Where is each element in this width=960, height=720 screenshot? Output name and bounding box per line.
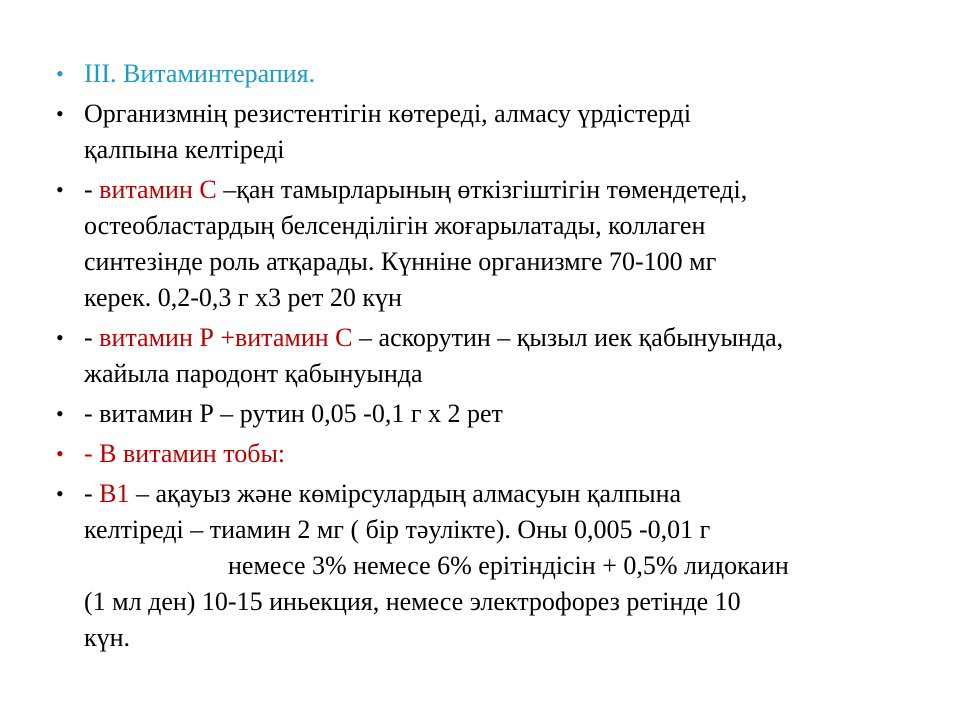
line-text: – ақауыз және көмірсулардың алмасуын қалпына	[136, 479, 682, 508]
line-text: Организмнің резистентігін көтереді, алмасу үрдістерді	[84, 99, 692, 128]
bullet-list	[56, 56, 916, 660]
line-text: келтіреді – тиамин 2 мг ( бір тәулікте). Оны 0,005 -0,01 г	[84, 515, 711, 544]
line-text: - витамин Р – рутин 0,05 -0,1 г х 2 рет	[84, 399, 503, 428]
line-text: остеобластардың белсенділігін жоғарылатады, коллаген	[84, 211, 706, 240]
line-text: қалпына келтіреді	[84, 135, 285, 164]
b-group-heading: - В витамин тобы:	[84, 439, 286, 468]
bullet-rutin	[56, 396, 916, 432]
line-text: (1 мл ден) 10-15 иньекция, немесе электрофорез ретінде 10	[84, 587, 741, 616]
vitamin-p-c-label: витамин Р +витамин С	[99, 323, 360, 352]
bullet-b1	[56, 476, 916, 656]
line-text: –қан тамырларының өткізгіштігін төмендетеді,	[223, 175, 748, 204]
line-text: – аскорутин – қызыл иек қабынуында,	[359, 323, 784, 352]
dash-text: -	[84, 479, 100, 508]
vitamin-c-label: витамин С	[99, 175, 224, 204]
dash-text: -	[84, 323, 100, 352]
dash-text: -	[84, 175, 100, 204]
bullet-vitamin-therapy-heading	[56, 56, 916, 92]
bullet-ascorutin	[56, 320, 916, 392]
bullet-b-group	[56, 436, 916, 472]
line-text: күн.	[84, 623, 131, 652]
heading-text: III. Витаминтерапия.	[84, 59, 316, 88]
b1-label: В1	[99, 479, 137, 508]
line-text: немесе 3% немесе 6% ерітіндісін + 0,5% лидокаин	[228, 551, 789, 580]
line-text: жайыла пародонт қабынуында	[84, 359, 423, 388]
line-text: синтезінде роль атқарады. Күнніне организмге 70-100 мг	[84, 247, 717, 276]
bullet-resistance	[56, 96, 916, 168]
bullet-vitamin-c	[56, 172, 916, 316]
line-text: керек. 0,2-0,3 г х3 рет 20 күн	[84, 283, 402, 312]
